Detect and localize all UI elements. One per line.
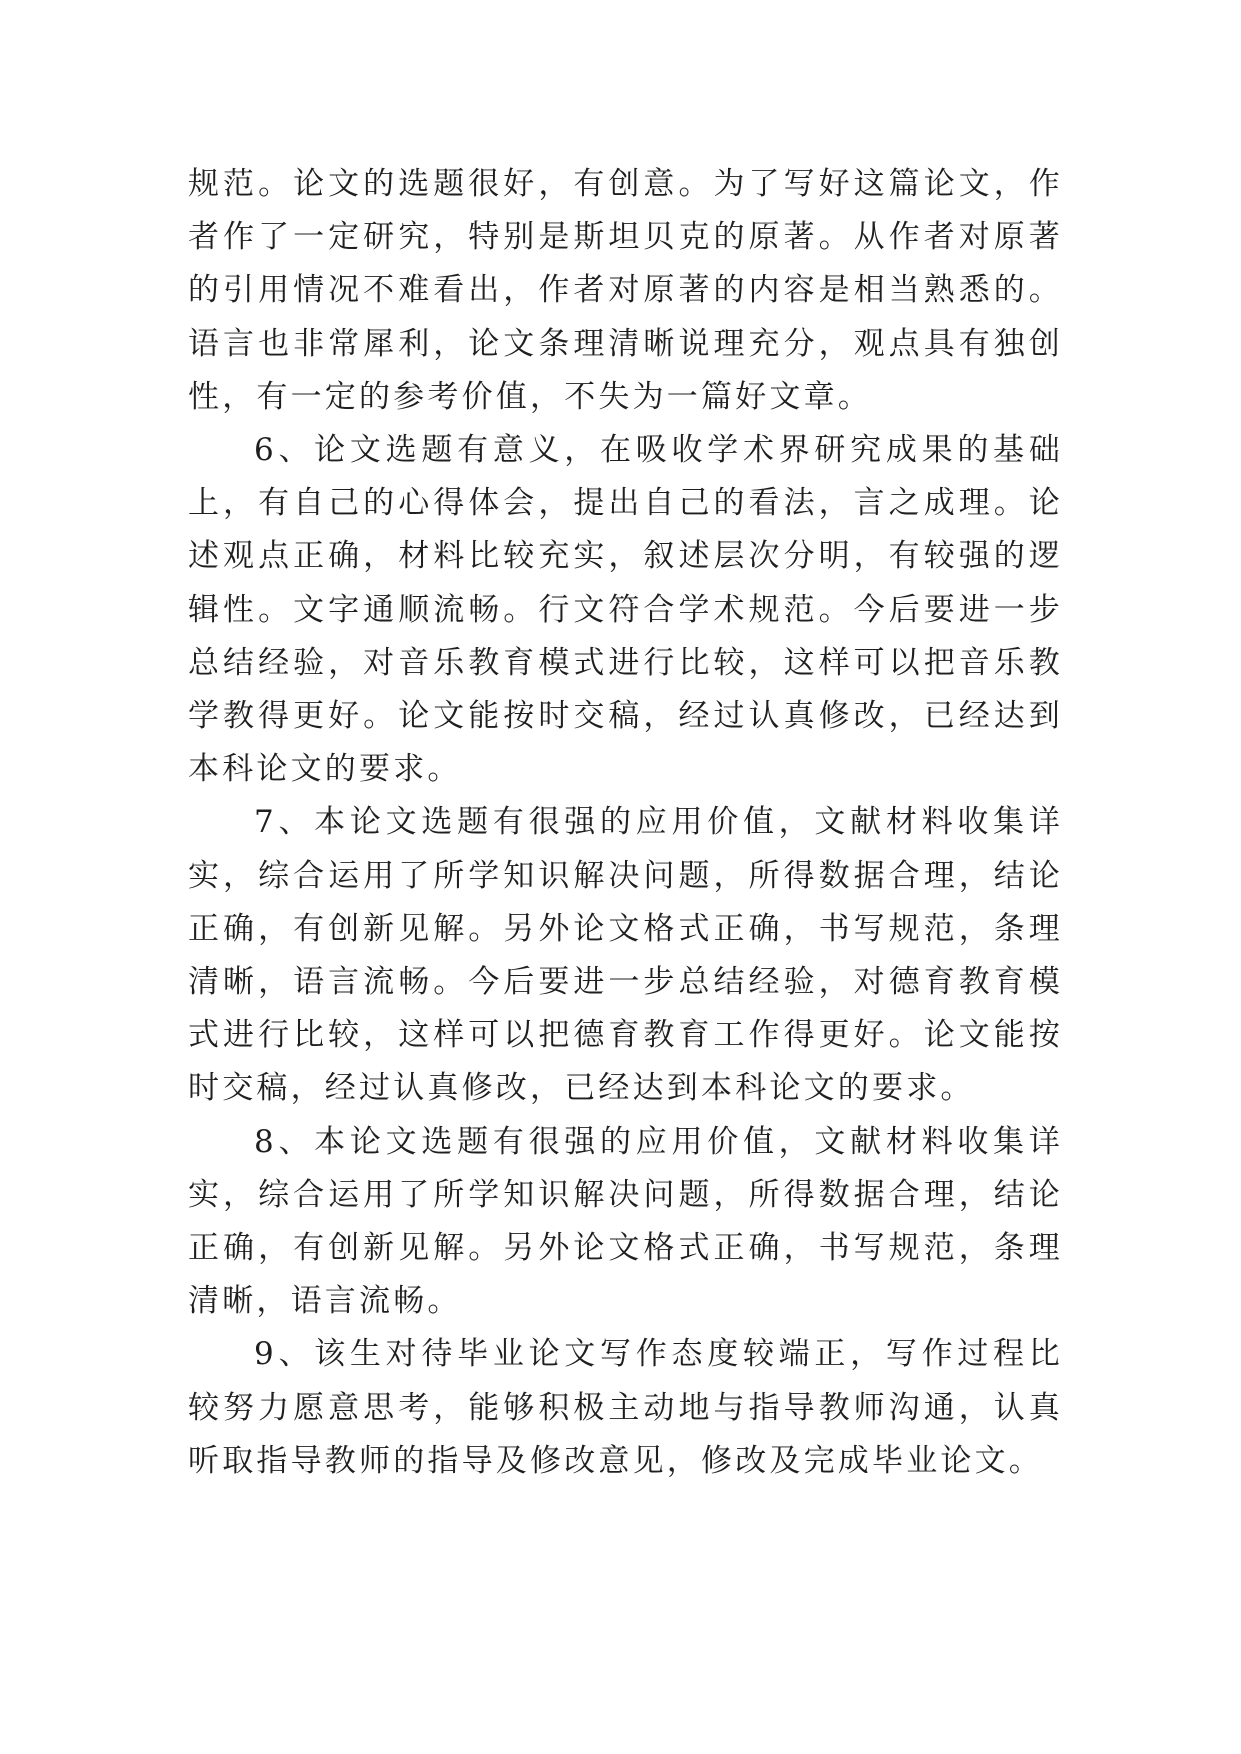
paragraph-comment-8: 8、本论文选题有很强的应用价值，文献材料收集详实，综合运用了所学知识解决问题，所得数据合理，结论正确，有创新见解。另外论文格式正确，书写规范，条理清晰，语言流畅。 [188,1123,1063,1320]
paragraph-comment-9: 9、该生对待毕业论文写作态度较端正，写作过程比较努力愿意思考，能够积极主动地与指导教师沟通，认真听取指导教师的指导及修改意见，修改及完成毕业论文。 [188,1336,1063,1479]
paragraph-comment-6: 6、论文选题有意义，在吸收学术界研究成果的基础上，有自己的心得体会，提出自己的看法，言之成理。论述观点正确，材料比较充实，叙述层次分明，有较强的逻辑性。文字通顺流畅。行文符合学术规范。今后要进一步总结经验，对音乐教育模式进行比较，这样可以把音乐教学教得更好。论文能按时交稿，经过认真修改，已经达到本科论文的要求。 [188,432,1063,788]
paragraph-comment-7: 7、本论文选题有很强的应用价值，文献材料收集详实，综合运用了所学知识解决问题，所得数据合理，结论正确，有创新见解。另外论文格式正确，书写规范，条理清晰，语言流畅。今后要进一步总结经验，对德育教育模式进行比较，这样可以把德育教育工作得更好。论文能按时交稿，经过认真修改，已经达到本科论文的要求。 [188,804,1063,1107]
paragraph-continuation: 规范。论文的选题很好，有创意。为了写好这篇论文，作者作了一定研究，特别是斯坦贝克的原著。从作者对原著的引用情况不难看出，作者对原著的内容是相当熟悉的。语言也非常犀利，论文条理清晰说理充分，观点具有独创性，有一定的参考价值，不失为一篇好文章。 [188,166,1063,415]
document-body [188,158,1063,1488]
